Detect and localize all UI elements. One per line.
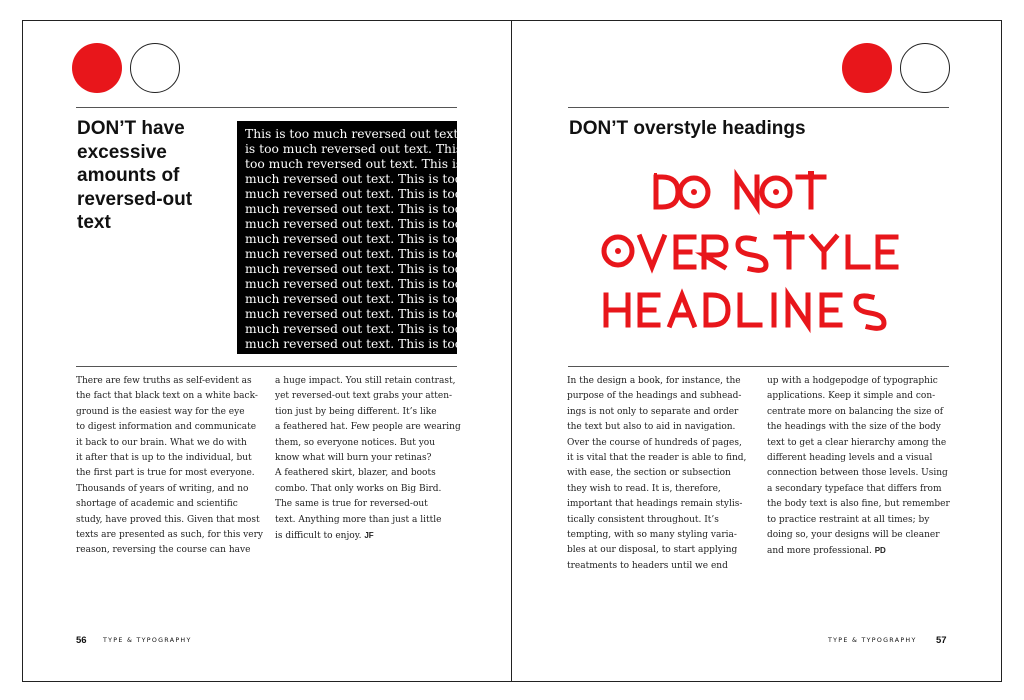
author-signature: PD <box>874 546 886 556</box>
running-head: TYPE & TYPOGRAPHY <box>103 637 192 644</box>
top-rule <box>568 107 949 108</box>
right-body-col1: In the design a book, for instance, the purpose of the headings and subhead- ings is not only to separate and order the text but also to aid in navigation. Over the course of hundreds of pages, it is vital that the reader is able to find, with ease, the section or subsection they wish to read. It is, therefore, important that headings remain stylis- tically consistent throughout. It’s tempting, with so many styling varia- bles at our disposal, to start applying treatments to headers until we end <box>567 376 747 571</box>
left-body-col2-text: a huge impact. You still retain contrast, yet reversed-out text grabs your atten- tion just by being different. It’s like a feathered hat. Few people are wearing them, so everyone notices. But you know what will burn your retinas? A feathered skirt, blazer, and boots combo. That only works on Big Bird. The same is true for reversed-out text. Anything more than just a little is difficult to enjoy. <box>275 376 461 542</box>
right-heading: DON’T overstyle headings <box>569 118 806 139</box>
right-body-col2 <box>767 374 957 560</box>
right-page <box>512 21 1001 681</box>
left-body-col1: There are few truths as self-evident as the fact that black text on a white back- ground is the easiest way for the eye to digest information and communicate it back to our brain. What we do with it after that is up to the individual, but the first part is true for most everyone. Thousands of years of writing, and no shortage of academic and scientific study, have proved this. Given that most texts are presented as such, for this very reason, reversing the course can have <box>76 376 263 556</box>
outline-dot-icon <box>900 43 950 93</box>
overstyled-headline-illustration <box>602 169 922 329</box>
right-body-col2-text: up with a hodgepodge of typographic applications. Keep it simple and con- centrate more on balancing the size of the headings with the size of the body text to get a clear hierarchy among the different heading levels and a visual connection between those levels. Using a secondary typeface that differs from the body text is also fine, but remember to practice restraint at all times; by doing so, your designs will be cleaner and more professional. <box>767 376 950 557</box>
running-head: TYPE & TYPOGRAPHY <box>828 637 917 644</box>
page-number: 56 <box>76 635 87 646</box>
reversed-text: This is too much reversed out text. This is too much reversed out text. This is too much reversed out text. This is too much reversed out text. This is too much reversed out text. This is too much reversed out text. This is too much reversed out text. This is too much reversed out text. This is too much reversed out text. This is too much reversed out text. This is too much reversed out text. This is too much reversed out text. This is too much reversed out text. This is too much reversed out text. This is too much reversed out text. This is too much reversed out text. <box>245 127 493 366</box>
red-dot-icon <box>842 43 892 93</box>
left-heading: DON’T have excessive amounts of reversed-out text <box>77 118 193 233</box>
mid-rule <box>568 366 949 367</box>
left-page <box>23 21 511 681</box>
page-number: 57 <box>936 635 947 646</box>
author-signature: JF <box>364 531 374 541</box>
reversed-text-box <box>237 121 493 366</box>
red-dot-icon <box>72 43 122 93</box>
left-body-col2 <box>275 374 475 544</box>
top-rule <box>76 107 457 108</box>
outline-dot-icon <box>130 43 180 93</box>
mid-rule <box>76 366 457 367</box>
